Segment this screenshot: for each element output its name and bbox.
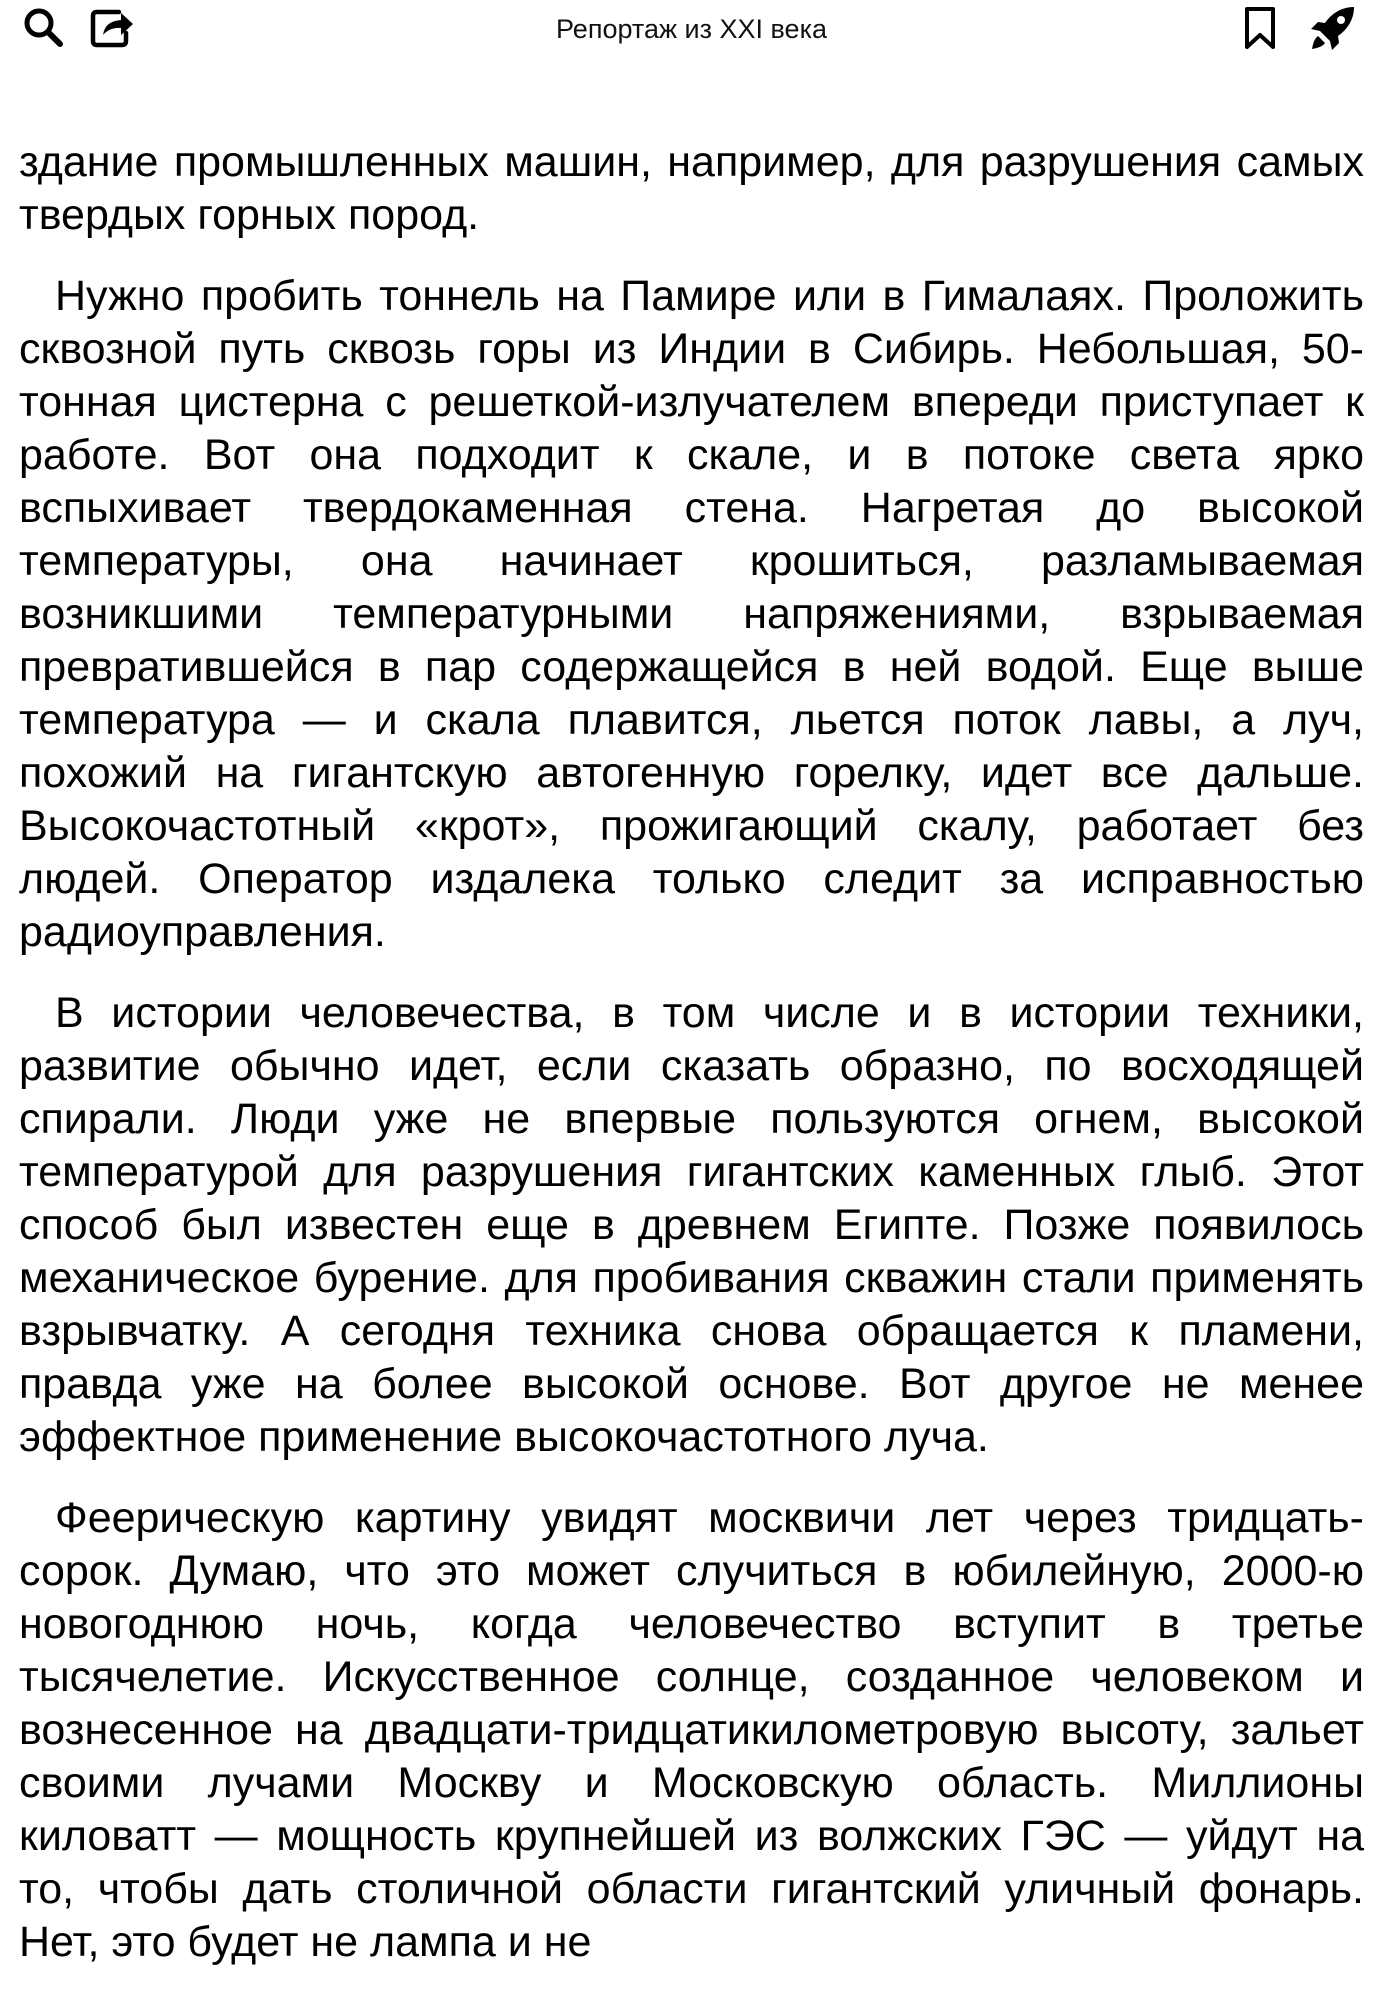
bookmark-icon xyxy=(1243,6,1277,50)
reading-page xyxy=(19,136,1364,1997)
rocket-icon xyxy=(1308,3,1358,53)
book-title: Репортаж из XXI века xyxy=(555,14,827,44)
top-toolbar xyxy=(0,0,1383,64)
paragraph: Феерическую картину увидят москвичи лет через тридцать-сорок. Думаю, что это может случиться в юбилейную, 2000-ю новогоднюю ночь, когда человечество вступит в третье тысячелетие. Искусственное солнце, созданное человеком и вознесенное на двадцати-тридцатикилометровую высоту, зальет своими лучами Москву и Московскую область. Миллионы киловатт — мощность крупнейшей из волжских ГЭС — уйдут на то, чтобы дать столичной области гигантский уличный фонарь. Нет, это будет не лампа и не xyxy=(19,1494,1364,1966)
bookmark-button[interactable] xyxy=(1240,4,1280,52)
rocket-button[interactable] xyxy=(1306,2,1360,54)
paragraph: Нужно пробить тоннель на Памире или в Гималаях. Проложить сквозной путь сквозь горы из Индии в Сибирь. Небольшая, 50-тонная цистерна с решеткой-излучателем впереди приступает к работе. Вот она подходит к скале, и в потоке света ярко вспыхивает твердокаменная стена. Нагретая до высокой температуры, она начинает крошиться, разламываемая возникшими температурными напряжениями, взрываемая превратившейся в пар содержащейся в ней водой. Еще выше температура — и скала плавится, льется поток лавы, а луч, похожий на гигантскую автогенную горелку, идет все дальше. Высокочастотный «крот», прожигающий скалу, работает без людей. Оператор издалека только следит за исправностью радиоуправления. xyxy=(19,272,1364,956)
paragraph: здание промышленных машин, например, для разрушения самых твердых горных пород. xyxy=(19,138,1364,239)
paragraph: В истории человечества, в том числе и в истории техники, развитие обычно идет, если сказать образно, по восходящей спирали. Люди уже не впервые пользуются огнем, высокой температурой для разрушения гигантских каменных глыб. Этот способ был известен еще в древнем Египте. Позже появилось механическое бурение. для пробивания скважин стали применять взрывчатку. А сегодня техника снова обращается к пламени, правда уже на более высокой основе. Вот другое не менее эффектное применение высокочастотного луча. xyxy=(19,989,1364,1461)
